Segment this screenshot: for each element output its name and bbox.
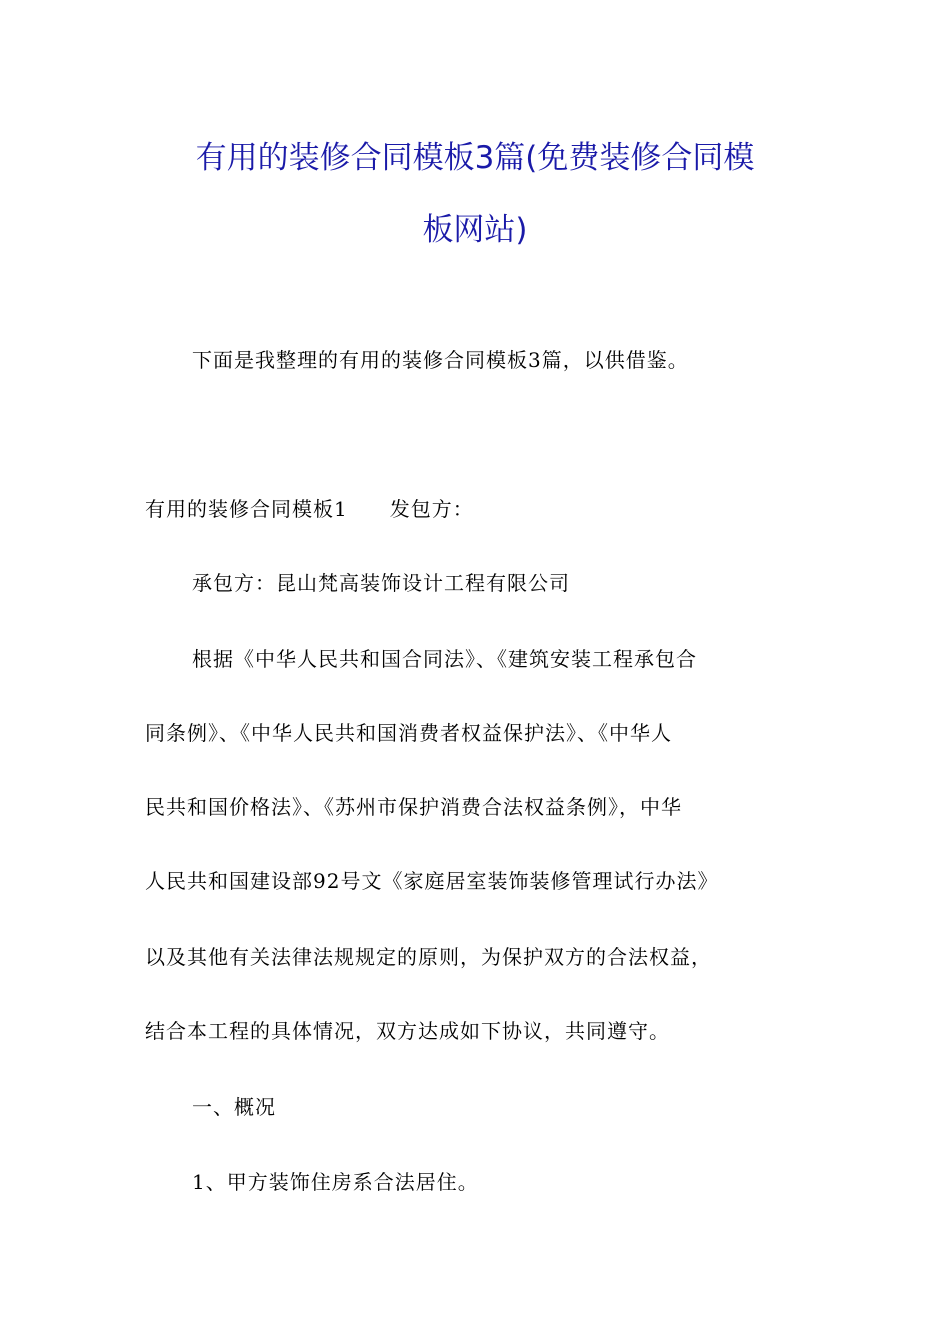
intro-paragraph: 下面是我整理的有用的装修合同模板3篇，以供借鉴。 — [192, 348, 689, 372]
paragraph-line: 结合本工程的具体情况，双方达成如下协议，共同遵守。 — [145, 1019, 670, 1043]
document-title — [140, 122, 810, 266]
paragraph-line: 以及其他有关法律法规规定的原则，为保护双方的合法权益， — [145, 945, 712, 969]
section-heading: 一、概况 — [192, 1095, 276, 1119]
contractor-line: 承包方：昆山梵高装饰设计工程有限公司 — [192, 571, 570, 595]
employer-label: 发包方： — [389, 497, 474, 521]
template-1-heading — [145, 497, 810, 521]
paragraph-line: 民共和国价格法》、《苏州市保护消费合法权益条例》，中华 — [145, 795, 682, 819]
title-line-1: 有用的装修合同模板3篇(免费装修合同模 — [195, 140, 755, 176]
paragraph-line: 根据《中华人民共和国合同法》、《建筑安装工程承包合 — [192, 647, 697, 671]
paragraph-line: 同条例》、《中华人民共和国消费者权益保护法》、《中华人 — [145, 721, 672, 745]
clause-item: 1、甲方装饰住房系合法居住。 — [192, 1170, 479, 1194]
template-1-title: 有用的装修合同模板1 — [145, 497, 348, 521]
paragraph-line: 人民共和国建设部92号文《家庭居室装饰装修管理试行办法》 — [145, 869, 719, 893]
title-line-2: 板网站) — [422, 212, 528, 248]
